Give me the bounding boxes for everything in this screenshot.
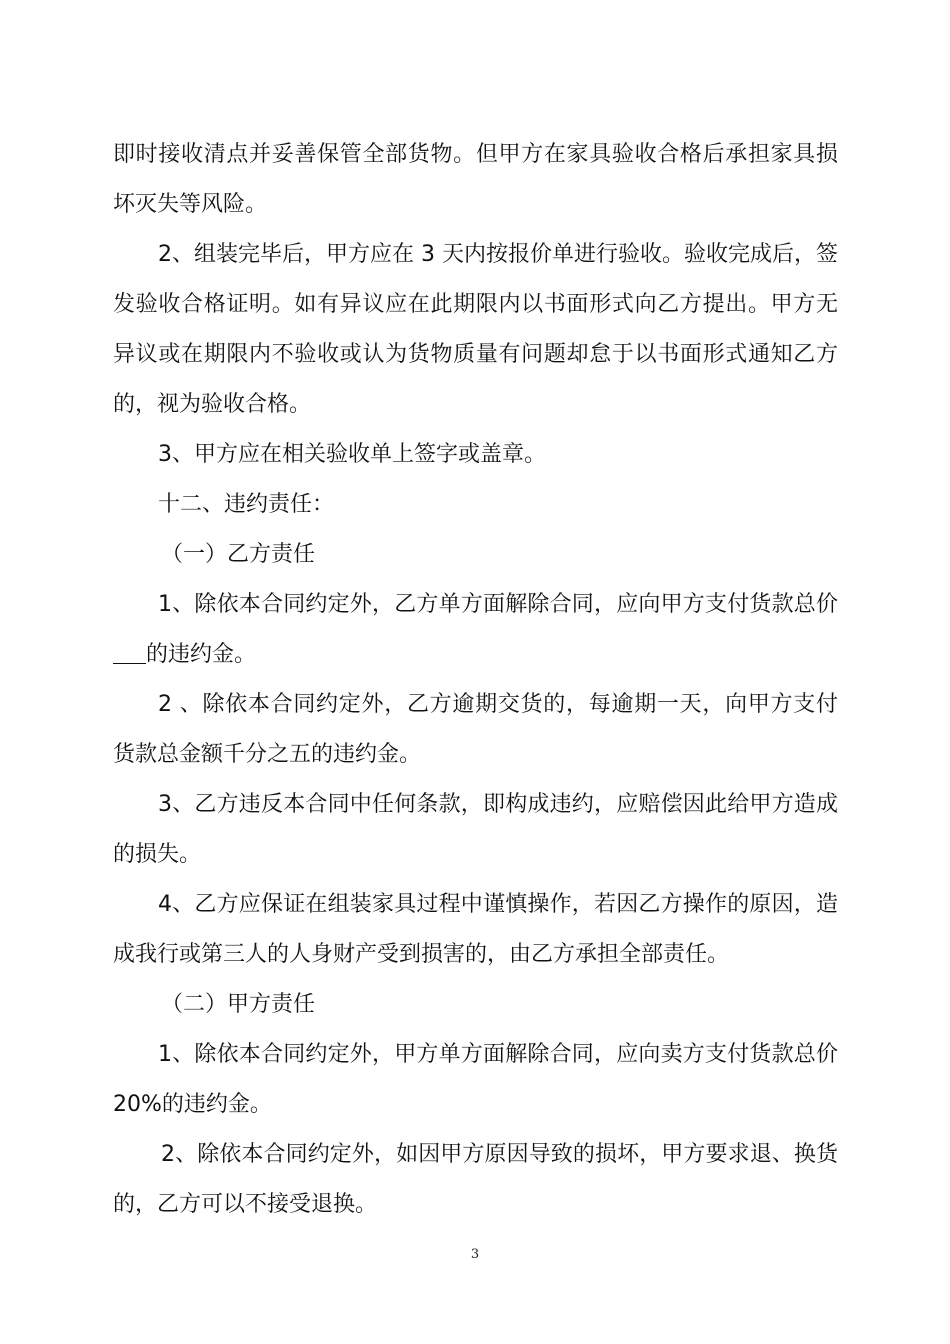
- clause-text-before-blank: 1、除依本合同约定外，乙方单方面解除合同，应向甲方支付货款总价: [158, 592, 838, 617]
- paragraph-party-b-clause-3: 3、乙方违反本合同中任何条款，即构成违约，应赔偿因此给甲方造成的损失。: [113, 792, 838, 867]
- subsection-heading-party-a: （二）甲方责任: [161, 992, 316, 1017]
- page-number: 3: [470, 1247, 480, 1262]
- clause-text-after-blank: 的违约金。: [146, 642, 257, 667]
- paragraph-party-a-clause-1: 1、除依本合同约定外，甲方单方面解除合同，应向卖方支付货款总价 20%的违约金。: [113, 1042, 845, 1117]
- subsection-heading-party-b: （一）乙方责任: [161, 542, 316, 567]
- paragraph-party-a-clause-2: 2、除依本合同约定外，如因甲方原因导致的损坏，甲方要求退、换货的，乙方可以不接受退换。: [113, 1142, 838, 1217]
- document-body: [113, 130, 845, 1230]
- paragraph-party-b-clause-4: 4、乙方应保证在组装家具过程中谨慎操作，若因乙方操作的原因，造成我行或第三人的人身财产受到损害的，由乙方承担全部责任。: [113, 892, 838, 967]
- section-heading-breach-liability: 十二、违约责任：: [158, 492, 335, 517]
- paragraph-risk-transfer: 即时接收清点并妥善保管全部货物。但甲方在家具验收合格后承担家具损坏灭失等风险。: [113, 142, 838, 217]
- paragraph-party-b-clause-2: 2 、除依本合同约定外，乙方逾期交货的，每逾期一天，向甲方支付货款总金额千分之五的违约金。: [113, 692, 838, 767]
- paragraph-acceptance-clause-2: 2、组装完毕后，甲方应在 3 天内按报价单进行验收。验收完成后，签发验收合格证明。如有异议应在此期限内以书面形式向乙方提出。甲方无异议或在期限内不验收或认为货物质量有问题却怠于以书面形式通知乙方的，视为验收合格。: [113, 242, 838, 417]
- paragraph-party-b-clause-1: [113, 580, 838, 680]
- fill-in-blank: [113, 661, 146, 664]
- paragraph-acceptance-clause-3: 3、甲方应在相关验收单上签字或盖章。: [158, 442, 546, 467]
